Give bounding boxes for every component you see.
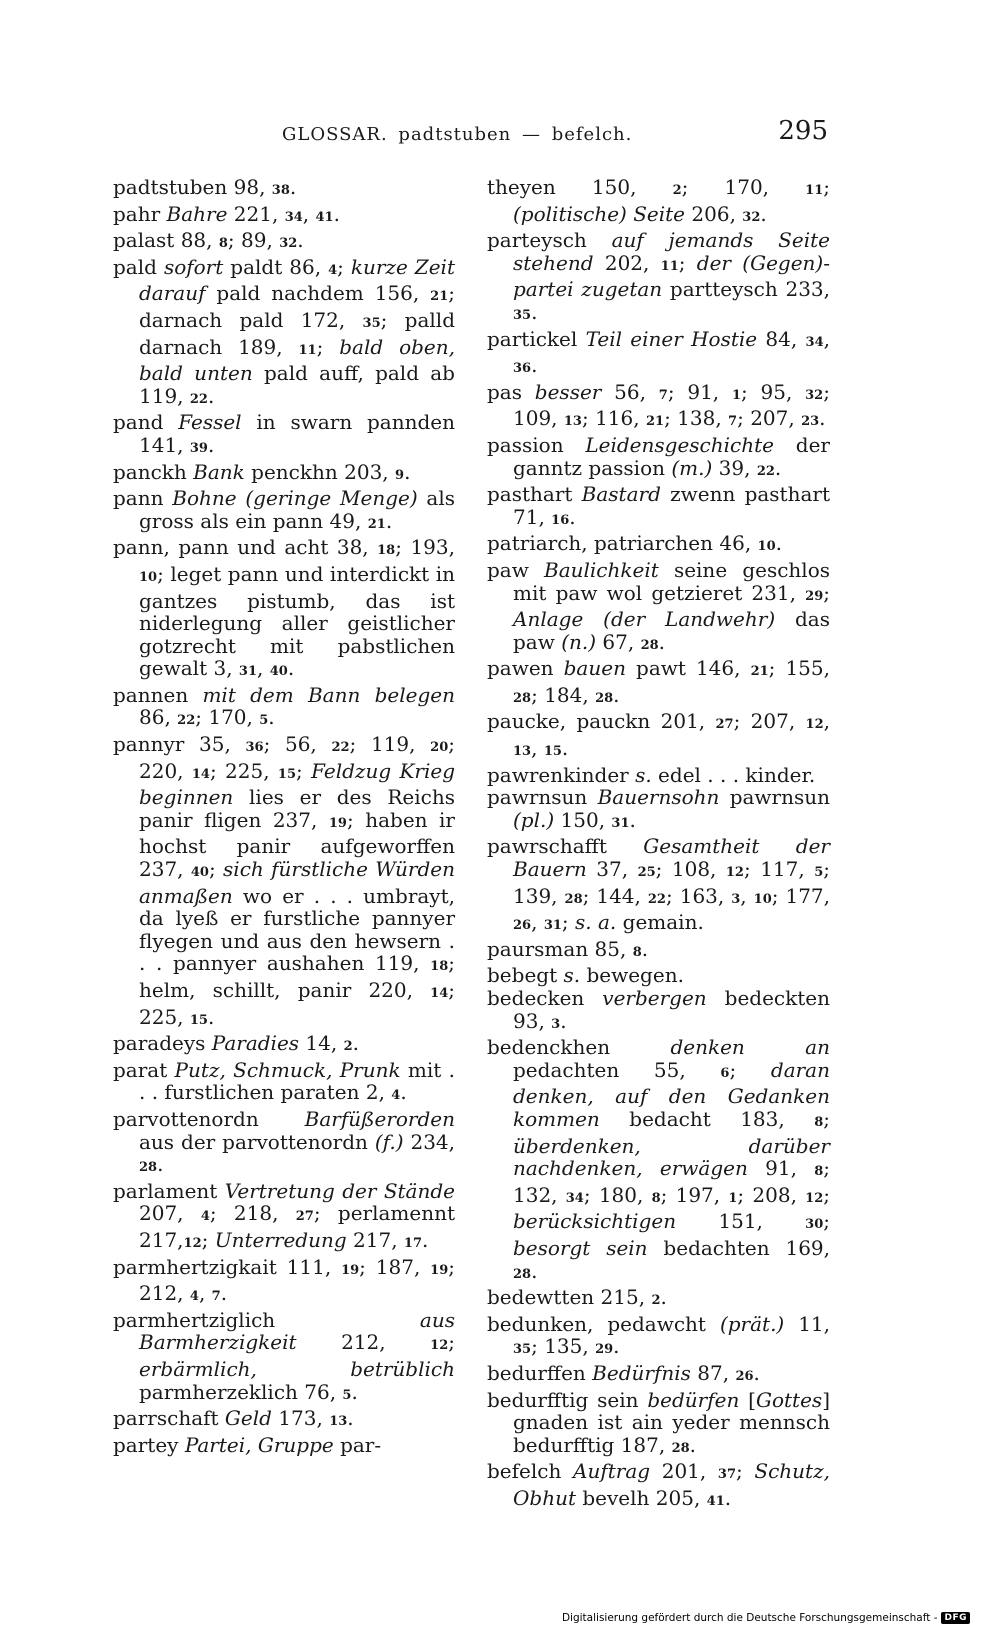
glossary-entry: pasthart Bastard zwenn pasthart 71, 16. xyxy=(487,482,830,529)
glossary-entry: bedenckhen denken an pedachten 55, 6; daran denken, auf den Gedanken kommen bedacht 183, 8; überdenken, darüber nachdenken, erwägen 91, 8; 132, 34; 180, 8; 197, 1; 208, 12; berücksichtigen 151, 30; besorgt sein bedachten 169, 28. xyxy=(487,1035,831,1283)
glossary-entry: pald sofort paldt 86, 4; kurze Zeit darauf pald nachdem 156, 21; darnach pald 172, 35; palld darnach 189, 11; bald oben, bald unten pald auff, pald ab 119, 22. xyxy=(113,254,456,408)
glossary-entry: pawen bauen pawt 146, 21; 155, 28; 184, 28. xyxy=(487,656,830,707)
glossary-entry: paursman 85, 8. xyxy=(487,936,649,961)
page-header xyxy=(112,116,828,156)
glossary-entry: patriarch, patriarchen 46, 10. xyxy=(487,531,782,556)
glossary-entry: pawrenkinder s. edel . . . kinder. xyxy=(487,762,816,787)
glossary-entry: parrschaft Geld 173, 13. xyxy=(113,1406,354,1431)
glossary-entry: befelch Auftrag 201, 37; Schutz, Obhut bevelh 205, 41. xyxy=(487,1459,830,1510)
glossary-entry: pahr Bahre 221, 34, 41. xyxy=(113,201,340,226)
glossary-entry: theyen 150, 2; 170, 11; (politische) Seite 206, 32. xyxy=(487,175,831,226)
left-column xyxy=(113,176,455,1456)
glossary-entry: parat Putz, Schmuck, Prunk mit . . . furstlichen paraten 2, 4. xyxy=(113,1057,455,1105)
glossary-entry: pann, pann und acht 38, 18; 193, 10; leget pann und interdickt in gantzes pistumb, das ist niderlegung aller geistlicher gotzrecht mit pabstlichen gewalt 3, 31, 40. xyxy=(113,535,455,681)
glossary-entry: bedurffen Bedürfnis 87, 26. xyxy=(487,1360,760,1385)
running-title: GLOSSAR. padtstuben — befelch. xyxy=(282,124,633,145)
glossary-entry: passion Leidensgeschichte der ganntz passion (m.) 39, 22. xyxy=(487,432,830,480)
glossary-entry: bebegt s. bewegen. xyxy=(487,963,684,988)
glossary-entry: parmhertzigkait 111, 19; 187, 19; 212, 4, 7. xyxy=(113,1254,456,1306)
glossary-entry: pand Fessel in swarn pannden 141, 39. xyxy=(113,410,455,457)
glossary-entry: pawrnsun Bauernsohn pawrnsun (pl.) 150, 31. xyxy=(487,785,831,832)
footer xyxy=(562,1612,970,1624)
glossary-entry: panckh Bank penckhn 203, 9. xyxy=(113,459,411,484)
glossary-entry: partey Partei, Gruppe par- xyxy=(113,1432,382,1457)
page-number: 295 xyxy=(778,116,828,146)
glossary-entry: pann Bohne (geringe Menge) als gross als ein pann 49, 21. xyxy=(113,486,455,533)
glossary-entry: bedewtten 215, 2. xyxy=(487,1285,667,1310)
dfg-logo: DFG xyxy=(941,1612,970,1624)
glossary-entry: palast 88, 8; 89, 32. xyxy=(113,228,304,253)
glossary-entry: partickel Teil einer Hostie 84, 34, 36. xyxy=(487,326,830,378)
right-column xyxy=(487,176,830,1513)
glossary-entry: bedurfftig sein bedürfen [Gottes] gnaden ist ain yeder mennsch bedurfftig 187, 28. xyxy=(487,1387,830,1457)
glossary-entry: paucke, pauckn 201, 27; 207, 12, 13, 15. xyxy=(487,709,830,761)
glossary-entry: bedunken, pedawcht (prät.) 11, 35; 135, 29. xyxy=(487,1311,831,1359)
footer-text: Digitalisierung gefördert durch die Deutsche Forschungsgemeinschaft - xyxy=(561,1612,938,1624)
glossary-entry: paw Baulichkeit seine geschlos mit paw wol getzieret 231, 29; Anlage (der Landwehr) das paw (n.) 67, 28. xyxy=(487,557,830,654)
glossary-entry: paradeys Paradies 14, 2. xyxy=(113,1031,359,1056)
glossary-entry: parvottenordn Barfüßerorden aus der parvottenordn (f.) 234, 28. xyxy=(113,1106,456,1177)
glossary-entry: pannyr 35, 36; 56, 22; 119, 20; 220, 14; 225, 15; Feldzug Krieg beginnen lies er des Reichs panir fligen 237, 19; haben ir hochst panir aufgeworffen 237, 40; sich fürstliche Würden anmaßen wo er . . . umbrayt, da lyeß er furstliche pannyer flyegen und aus den hewsern . . . pannyer aushahen 119, 18; helm, schillt, panir 220, 14; 225, 15. xyxy=(113,732,456,1029)
glossary-entry: parlament Vertretung der Stände 207, 4; 218, 27; perlamennt 217,12; Unterredung 217, 17. xyxy=(113,1178,456,1252)
glossary-entry: parteysch auf jemands Seite stehend 202, 11; der (Gegen)-partei zugetan partteysch 233, 35. xyxy=(487,228,831,324)
glossary-entry: pannen mit dem Bann belegen 86, 22; 170, 5. xyxy=(113,682,455,730)
glossary-entry: padtstuben 98, 38. xyxy=(113,175,297,199)
glossary-entry: pawrschafft Gesamtheit der Bauern 37, 25; 108, 12; 117, 5; 139, 28; 144, 22; 163, 3, 10; 177, 26, 31; s. a. gemain. xyxy=(487,834,831,935)
glossary-entry: parmhertziglich aus Barmherzigkeit 212, 12; erbärmlich, betrüblich parmherzeklich 76, 5. xyxy=(113,1307,455,1404)
glossary-entry: bedecken verbergen bedeckten 93, 3. xyxy=(487,986,830,1033)
glossary-entry: pas besser 56, 7; 91, 1; 95, 32; 109, 13; 116, 21; 138, 7; 207, 23. xyxy=(487,379,830,431)
